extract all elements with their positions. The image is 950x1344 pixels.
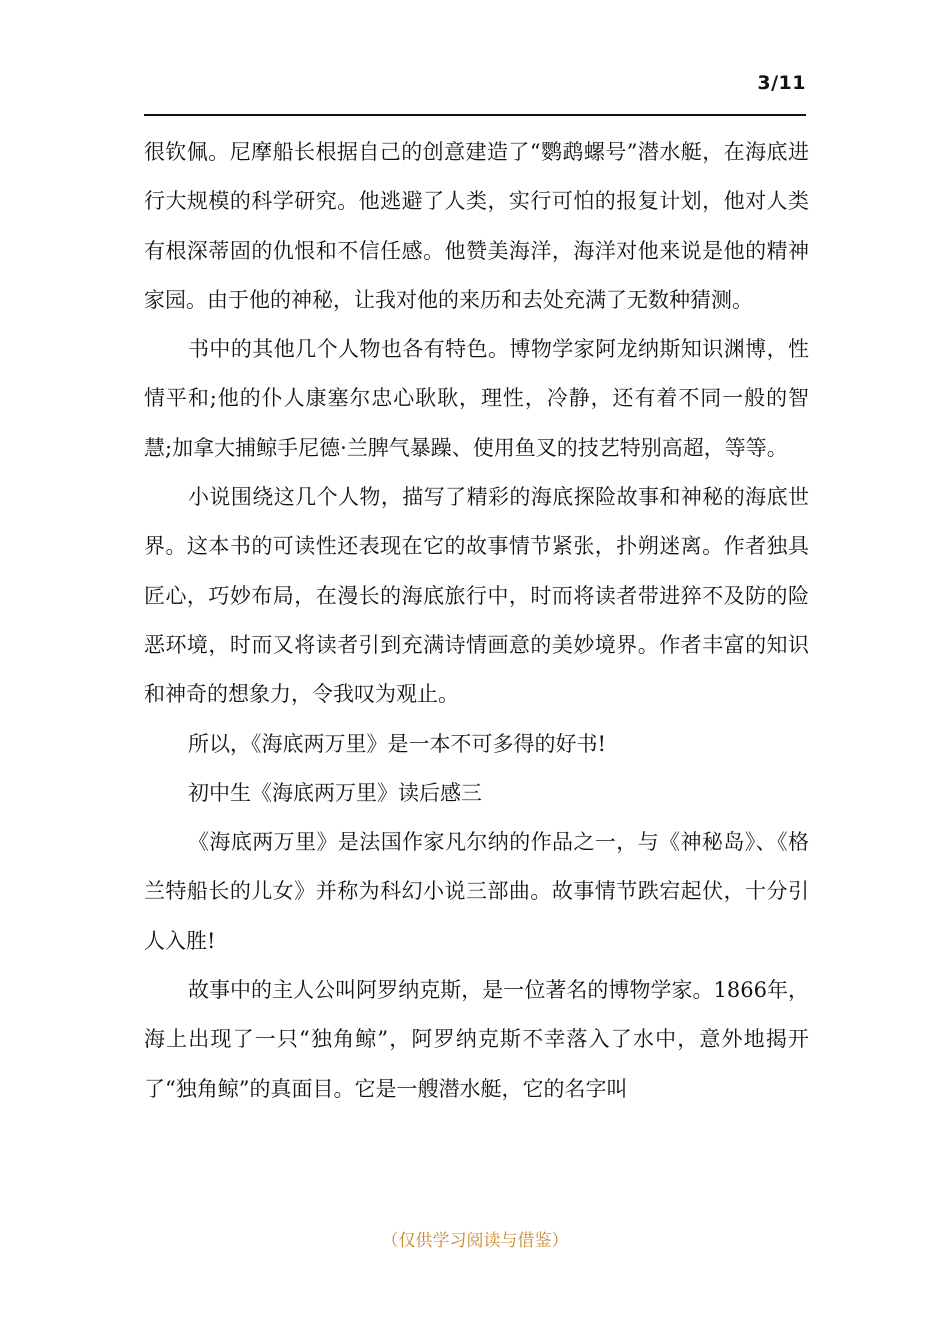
- paragraph-4: 所以，《海底两万里》是一本不可多得的好书!: [188, 731, 606, 756]
- paragraph-2: 书中的其他几个人物也各有特色。博物学家阿龙纳斯知识渊博，性情平和;他的仆人康塞尔忠心耿耿，理性，冷静，还有着不同一般的智慧;加拿大捕鲸手尼德·兰脾气暴躁、使用鱼叉的技艺特别高超，等等。: [144, 337, 809, 460]
- footer-note: （仅供学习阅读与借鉴）: [381, 1231, 569, 1251]
- header-divider: [144, 114, 806, 116]
- section-heading: 初中生《海底两万里》读后感三: [188, 780, 482, 805]
- paragraph-1: 很钦佩。尼摩船长根据自己的创意建造了“鹦鹉螺号”潜水艇，在海底进行大规模的科学研究。他逃避了人类，实行可怕的报复计划，他对人类有根深蒂固的仇恨和不信任感。他赞美海洋，海洋对他来说是他的精神家园。由于他的神秘，让我对他的来历和去处充满了无数种猜测。: [144, 140, 809, 312]
- paragraph-3: 小说围绕这几个人物，描写了精彩的海底探险故事和神秘的海底世界。这本书的可读性还表现在它的故事情节紧张，扑朔迷离。作者独具匠心，巧妙布局，在漫长的海底旅行中，时而将读者带进猝不及防的险恶环境，时而又将读者引到充满诗情画意的美妙境界。作者丰富的知识和神奇的想象力，令我叹为观止。: [144, 485, 809, 707]
- page-number: 3/11: [757, 72, 806, 94]
- paragraph-6: 《海底两万里》是法国作家凡尔纳的作品之一，与《神秘岛》、《格兰特船长的儿女》并称为科幻小说三部曲。故事情节跌宕起伏，十分引人入胜!: [144, 830, 809, 953]
- document-body: [144, 128, 809, 1114]
- paragraph-7: 故事中的主人公叫阿罗纳克斯，是一位著名的博物学家。1866年，海上出现了一只“独角鲸”，阿罗纳克斯不幸落入了水中，意外地揭开了“独角鲸”的真面目。它是一艘潜水艇，它的名字叫: [144, 978, 809, 1101]
